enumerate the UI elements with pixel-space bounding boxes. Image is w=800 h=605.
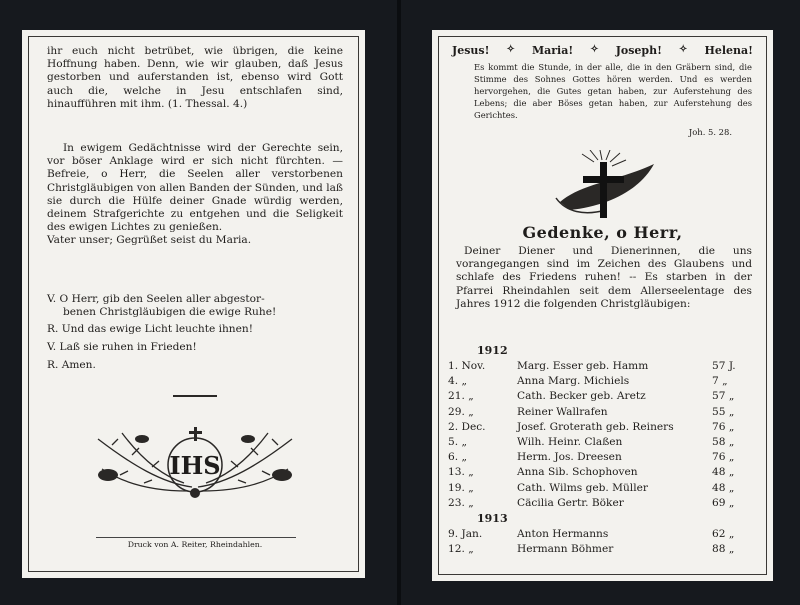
entry-date: 2. Dec. <box>448 420 486 433</box>
entry-name: Hermann Böhmer <box>517 543 614 556</box>
prayer-closing: Vater unser; Gegrüßet seist du Maria. <box>47 234 252 247</box>
ihs-emblem <box>92 425 298 501</box>
entry-date: 12. „ <box>448 543 474 556</box>
invocation-joseph: Joseph! <box>615 44 662 57</box>
scripture-passage: ihr euch nicht betrübet, wie übrigen, die keine Hoffnung haben. Denn, wie wir glauben, daß Jesus gestorben und auferstanden ist, ebenso wird Gott auch die, welche in Jesu entschlafen sind, hinaufführen mit ihm. (1. Thessal. 4.) <box>47 45 343 110</box>
entry-name: Cäcilia Gertr. Böker <box>517 496 624 509</box>
memorial-paragraph: Deiner Diener und Dienerinnen, die uns vorangegangen sind im Zeichen des Glaubens und schlafe des Friedens ruhen! -- Es starben in der Pfarrei Rheindahlen seit dem Allerseelentage des Jahres 1912 die folgenden Christgläubigen: <box>456 245 752 310</box>
deceased-entry <box>448 375 758 388</box>
entry-date: 1. Nov. <box>448 360 486 372</box>
separator-icon: ✧ <box>506 44 515 55</box>
entry-age: 58 „ <box>712 436 735 448</box>
left-page <box>22 30 365 578</box>
entry-date: 23. „ <box>448 496 474 509</box>
invocation-maria: Maria! <box>531 44 574 57</box>
deceased-entry <box>448 528 758 541</box>
invocation-jesus: Jesus! <box>452 44 490 57</box>
entry-age: 69 „ <box>712 496 735 509</box>
entry-date: 6. „ <box>448 451 467 464</box>
deceased-entry <box>448 497 758 510</box>
deceased-entry <box>448 436 758 449</box>
versicle-2: V. Laß sie ruhen in Frieden! <box>47 340 197 353</box>
entry-age: 57 „ <box>712 390 735 403</box>
entry-age: 55 „ <box>712 405 735 418</box>
deceased-entry <box>448 360 758 373</box>
separator-icon: ✧ <box>679 44 688 55</box>
year-heading-1912: 1912 <box>477 344 508 357</box>
versicle-1a: V. O Herr, gib den Seelen aller abgestor- <box>47 293 265 305</box>
entry-age: 48 „ <box>712 481 735 494</box>
entry-age: 48 „ <box>712 466 735 479</box>
entry-name: Anna Sib. Schophoven <box>517 466 638 479</box>
versicles <box>47 293 343 376</box>
entry-name: Josef. Groterath geb. Reiners <box>517 420 674 433</box>
deceased-entry <box>448 466 758 479</box>
cross-icon <box>550 150 660 222</box>
versicle-1b: benen Christgläubigen die ewige Ruhe! <box>63 306 277 319</box>
entry-name: Cath. Becker geb. Aretz <box>517 390 646 403</box>
entry-date: 5. „ <box>448 436 467 448</box>
deceased-entry <box>448 451 758 464</box>
divider <box>173 395 217 397</box>
deceased-entry <box>448 406 758 419</box>
memorial-title: Gedenke, o Herr, <box>522 223 683 242</box>
entry-name: Wilh. Heinr. Claßen <box>517 436 623 448</box>
deceased-entry <box>448 543 758 556</box>
entry-name: Herm. Jos. Dreesen <box>517 451 622 464</box>
entry-name: Marg. Esser geb. Hamm <box>517 360 649 372</box>
response-1: R. Und das ewige Licht leuchte ihnen! <box>47 323 253 336</box>
entry-date: 19. „ <box>448 481 474 494</box>
entry-name: Reiner Wallrafen <box>517 405 608 418</box>
right-page <box>432 30 773 581</box>
scripture-quote: Es kommt die Stunde, in der alle, die in den Gräbern sind, die Stimme des Sohnes Gottes hören werden. Und es werden hervorgehen, die Gutes getan haben, zur Auferstehung des Lebens; die aber Böses getan haben, zur Auferstehung des Gerichtes. <box>474 62 752 120</box>
entry-date: 13. „ <box>448 466 474 479</box>
deceased-entry <box>448 421 758 434</box>
entry-date: 4. „ <box>448 375 467 388</box>
entry-date: 29. „ <box>448 405 474 418</box>
entry-name: Cath. Wilms geb. Müller <box>517 481 648 494</box>
prayer-text <box>47 142 343 248</box>
ihs-text: IHS <box>169 451 221 480</box>
deceased-entry <box>448 390 758 403</box>
entry-age: 76 „ <box>712 420 735 433</box>
prayer-paragraph: In ewigem Gedächtnisse wird der Gerechte sein, vor böser Anklage wird er sich nicht fürchten. — Befreie, o Herr, die Seelen aller verstorbenen Christgläubigen von allen Banden der Sünden, und laß sie durch die Hülfe deiner Gnade würdig werden, deinem Strafgerichte zu entgehen und die Seligkeit des ewigen Lichtes zu genießen. <box>47 142 343 234</box>
memorial-text <box>456 245 752 311</box>
separator-icon: ✧ <box>590 44 599 55</box>
card-fold <box>397 0 401 605</box>
entry-name: Anton Hermanns <box>517 528 609 540</box>
entry-age: 57 J. <box>712 360 736 372</box>
invocation-helena: Helena! <box>704 44 753 57</box>
year-heading-1913: 1913 <box>477 512 508 525</box>
entry-date: 9. Jan. <box>448 528 483 540</box>
entry-age: 7 „ <box>712 375 728 388</box>
printer-rule <box>96 537 296 538</box>
entry-date: 21. „ <box>448 390 474 403</box>
invocation-header <box>452 44 753 57</box>
entry-age: 88 „ <box>712 543 735 556</box>
scripture-reference: Joh. 5. 28. <box>688 127 732 137</box>
entry-age: 62 „ <box>712 528 735 540</box>
deceased-entry <box>448 482 758 495</box>
response-amen: R. Amen. <box>47 358 96 371</box>
entry-name: Anna Marg. Michiels <box>517 375 630 388</box>
printer-credit: Druck von A. Reiter, Rheindahlen. <box>127 540 263 549</box>
entry-age: 76 „ <box>712 451 735 464</box>
